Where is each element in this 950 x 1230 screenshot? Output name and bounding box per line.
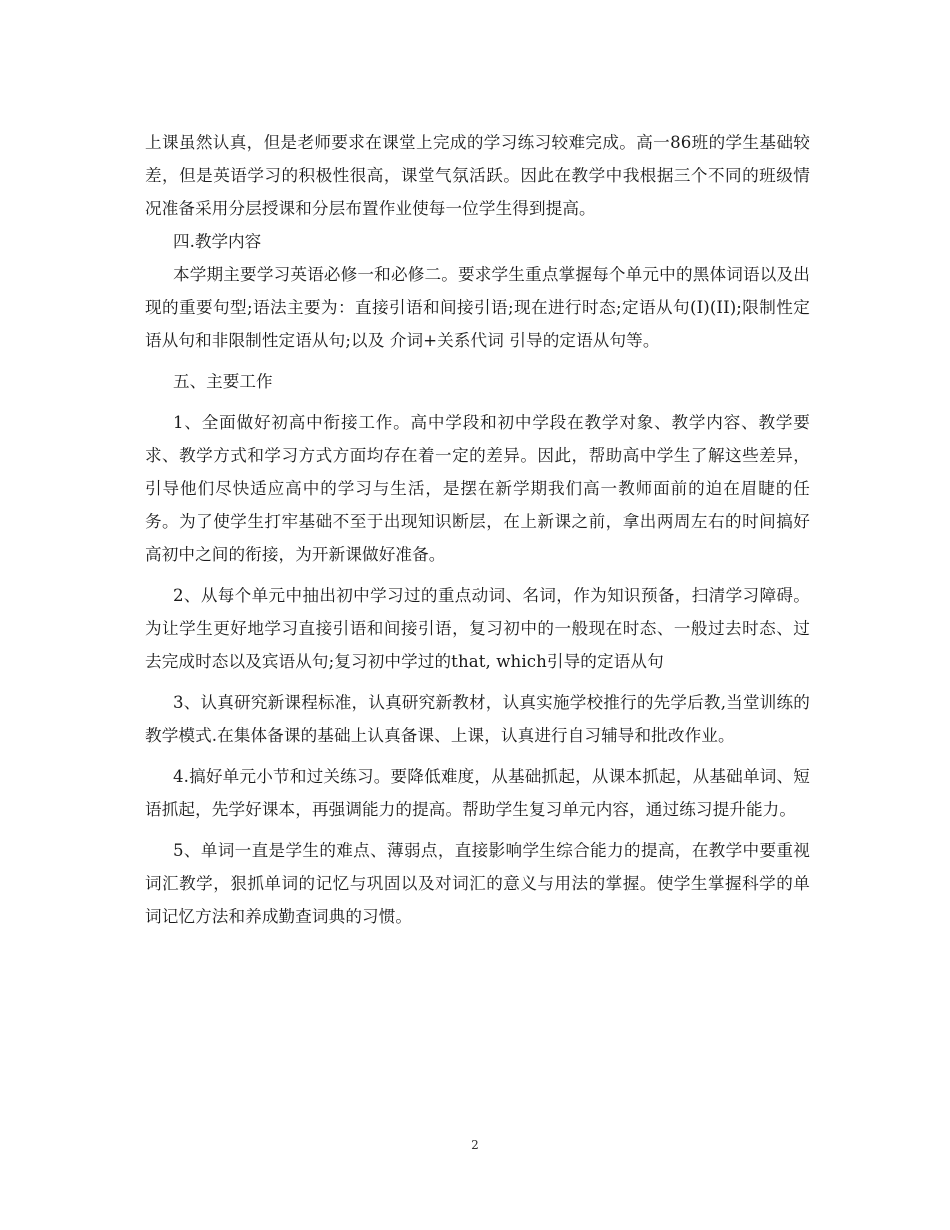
paragraph-teaching-content: 本学期主要学习英语必修一和必修二。要求学生重点掌握每个单元中的黑体词语以及出现的重要句型;语法主要为：直接引语和间接引语;现在进行时态;定语从句(I)(II);限制性定语从句和非限制性定语从句;以及 介词+关系代词 引导的定语从句等。 <box>145 265 810 350</box>
paragraph-work-item-4: 4.搞好单元小节和过关练习。要降低难度，从基础抓起，从课本抓起，从基础单词、短语抓起，先学好课本，再强调能力的提高。帮助学生复习单元内容，通过练习提升能力。 <box>145 767 810 819</box>
paragraph-continuation: 上课虽然认真，但是老师要求在课堂上完成的学习练习较难完成。高一86班的学生基础较差，但是英语学习的积极性很高，课堂气氛活跃。因此在教学中我根据三个不同的班级情况准备采用分层授课和分层布置作业使每一位学生得到提高。 <box>145 133 810 218</box>
paragraph-work-item-1: 1、全面做好初高中衔接工作。高中学段和初中学段在教学对象、教学内容、教学要求、教学方式和学习方式方面均存在着一定的差异。因此，帮助高中学生了解这些差异，引导他们尽快适应高中的学习与生活，是摆在新学期我们高一教师面前的迫在眉睫的任务。为了使学生打牢基础不至于出现知识断层，在上新课之前，拿出两周左右的时间搞好高初中之间的衔接，为开新课做好准备。 <box>145 413 810 564</box>
document-body <box>145 126 810 933</box>
paragraph-work-item-5: 5、单词一直是学生的难点、薄弱点，直接影响学生综合能力的提高，在教学中要重视词汇教学，狠抓单词的记忆与巩固以及对词汇的意义与用法的掌握。使学生掌握科学的单词记忆方法和养成勤查词典的习惯。 <box>145 841 810 926</box>
section-heading-main-work: 五、主要工作 <box>173 372 273 391</box>
paragraph-work-item-3: 3、认真研究新课程标准，认真研究新教材，认真实施学校推行的先学后教,当堂训练的教学模式.在集体备课的基础上认真备课、上课，认真进行自习辅导和批改作业。 <box>145 693 810 745</box>
paragraph-work-item-2: 2、从每个单元中抽出初中学习过的重点动词、名词，作为知识预备，扫清学习障碍。为让学生更好地学习直接引语和间接引语，复习初中的一般现在时态、一般过去时态、过去完成时态以及宾语从句;复习初中学过的that, which引导的定语从句 <box>145 586 810 671</box>
page-number: 2 <box>471 1138 479 1152</box>
section-heading-teaching-content: 四.教学内容 <box>173 232 262 251</box>
